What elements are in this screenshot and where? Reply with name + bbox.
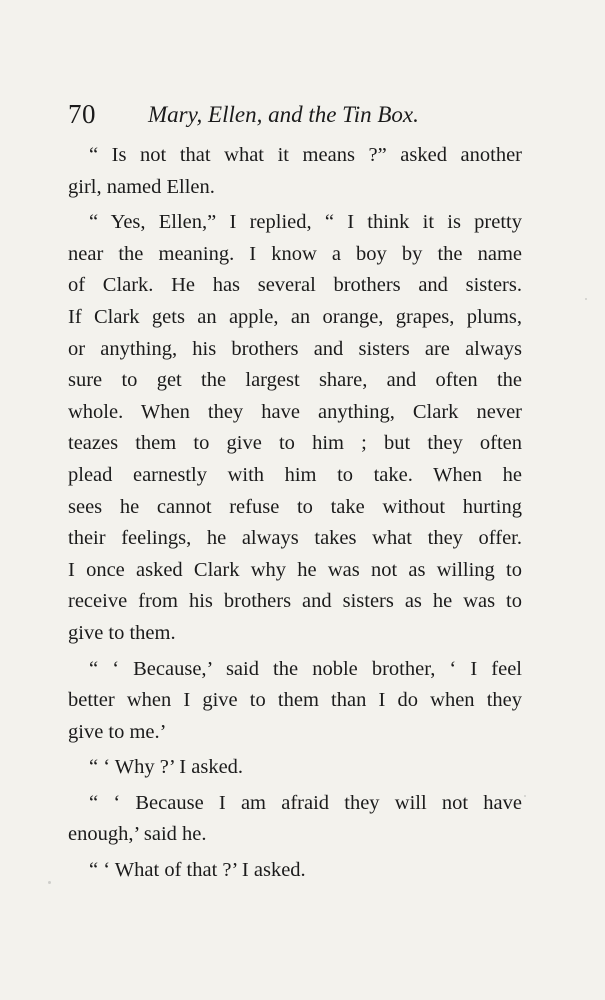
text-line: plead earnestly with him to take. When he xyxy=(68,463,522,486)
text-line: whole. When they have anything, Clark never xyxy=(68,400,522,423)
text-line: of Clark. He has several brothers and sisters. xyxy=(68,274,522,297)
body-text xyxy=(68,140,522,887)
text-line: better when I give to them than I do when they xyxy=(68,689,522,712)
text-line: “ ‘ What of that ?’ I asked. xyxy=(89,859,306,882)
print-speck xyxy=(524,795,526,797)
text-line: near the meaning. I know a boy by the name xyxy=(68,242,522,265)
print-speck xyxy=(585,298,587,300)
text-line: enough,’ said he. xyxy=(68,823,207,846)
page-number: 70 xyxy=(68,99,96,129)
page-header xyxy=(68,96,548,136)
text-line: girl, named Ellen. xyxy=(68,175,215,198)
text-line: give to me.’ xyxy=(68,720,167,743)
text-line: “ ‘ Because I am afraid they will not have xyxy=(89,791,522,814)
text-line: “ Is not that what it means ?” asked another xyxy=(89,144,522,166)
text-line: “ ‘ Why ?’ I asked. xyxy=(89,756,244,779)
text-line: “ ‘ Because,’ said the noble brother, ‘ I feel xyxy=(89,657,522,680)
text-line: sees he cannot refuse to take without hurting xyxy=(68,495,522,518)
text-line: I once asked Clark why he was not as willing to xyxy=(68,558,522,581)
text-line: sure to get the largest share, and often the xyxy=(68,369,522,392)
text-line: If Clark gets an apple, an orange, grapes, plums, xyxy=(68,305,522,328)
text-line: teazes them to give to him ; but they often xyxy=(68,432,522,455)
running-title: Mary, Ellen, and the Tin Box. xyxy=(148,102,419,127)
text-line: receive from his brothers and sisters as he was to xyxy=(68,590,522,613)
text-line: “ Yes, Ellen,” I replied, “ I think it is pretty xyxy=(89,211,522,234)
text-line: or anything, his brothers and sisters are always xyxy=(68,337,522,360)
text-line: give to them. xyxy=(68,621,176,644)
print-speck xyxy=(48,881,51,884)
text-line: their feelings, he always takes what they offer. xyxy=(68,527,522,550)
